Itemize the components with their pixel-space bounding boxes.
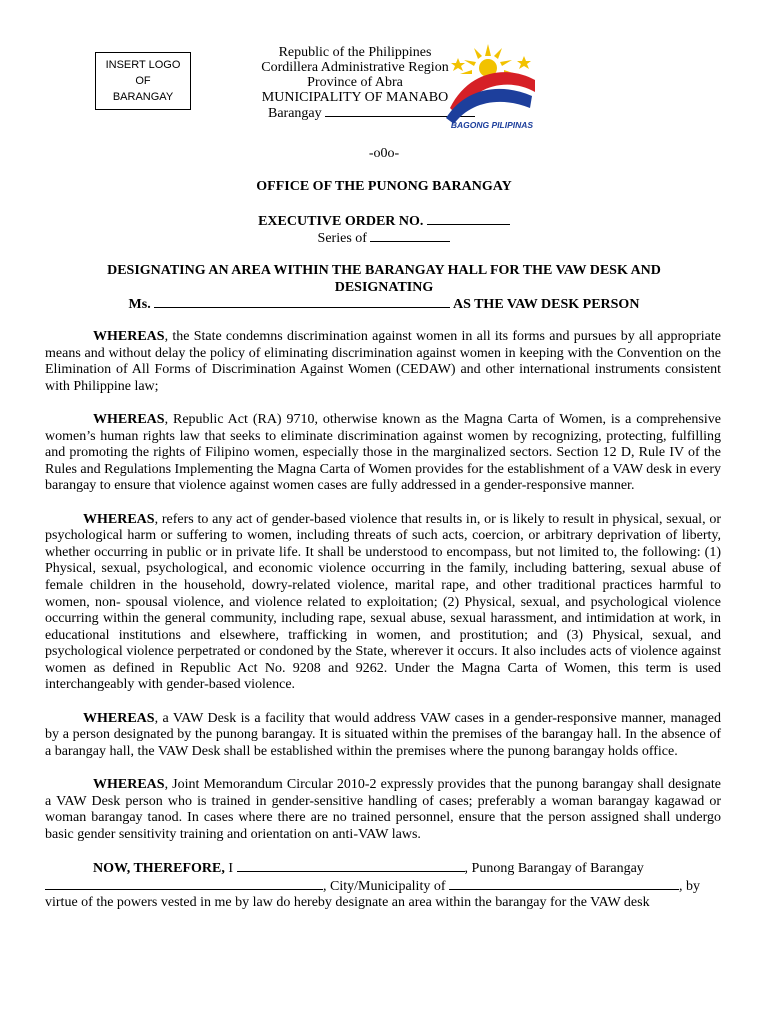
city-municipality-label: , City/Municipality of: [323, 878, 446, 894]
now-therefore-line-1: [45, 860, 721, 878]
now-therefore-lead: NOW, THEREFORE,: [93, 861, 225, 876]
whereas-lead: WHEREAS: [83, 710, 155, 726]
logo-placeholder-line: BARANGAY: [112, 91, 174, 103]
whereas-lead: WHEREAS: [93, 329, 165, 344]
vaw-desk-person-blank: [154, 296, 450, 308]
executive-order-line: [0, 213, 768, 230]
municipality-line: MUNICIPALITY OF MANABO: [261, 90, 449, 105]
whereas-lead: WHEREAS: [93, 777, 165, 793]
executive-order-label: EXECUTIVE ORDER NO.: [258, 214, 424, 229]
paragraph-text: , a VAW Desk is a facility that would address VAW cases in a gender-responsive manner, managed by a person designated by the punong barangay. It is situated within the premises of the barangay hall. In the absence of a barangay hall, the VAW Desk shall be established within the premises where the punong barangay holds office.: [45, 710, 721, 759]
logo-placeholder: [95, 52, 191, 110]
barangay-label: Barangay: [268, 106, 322, 121]
star-icon: [451, 58, 465, 71]
now-therefore-line-3: virtue of the powers vested in me by law do hereby designate an area within the barangay for the VAW desk: [45, 895, 650, 911]
whereas-paragraph-4: [45, 711, 721, 761]
order-title-line-1: DESIGNATING AN AREA WITHIN THE BARANGAY HALL FOR THE VAW DESK AND: [107, 263, 661, 278]
executive-order-number-blank: [427, 213, 510, 225]
star-icon: [517, 56, 531, 69]
order-title-line-2: DESIGNATING: [334, 280, 434, 295]
country-line: Republic of the Philippines: [278, 45, 432, 60]
series-blank: [370, 230, 450, 242]
punong-barangay-name-blank: [237, 860, 465, 872]
whereas-lead: WHEREAS: [93, 411, 165, 427]
whereas-lead: WHEREAS: [83, 511, 155, 527]
paragraph-text: , Republic Act (RA) 9710, otherwise known as the Magna Carta of Women, is a comprehensive women’s human rights law that seeks to eliminate discrimination against women by recognizing, protecting, fulfilling and promoting the rights of Filipino women, especially those in the marginalized sectors. Section 12 D, Rule IV of the Rules and Regulations Implementing the Magna Carta of Women provides for the establishment of a VAW desk in every barangay to ensure that violence against women cases are fully addressed in a gender-responsive manner.: [45, 411, 721, 494]
series-label: Series of: [317, 231, 367, 246]
barangay-name-blank: [45, 878, 323, 890]
document-body: [45, 329, 721, 912]
whereas-paragraph-3: [45, 512, 721, 695]
logo-placeholder-line: INSERT LOGO: [105, 59, 181, 71]
whereas-paragraph-5: [45, 777, 721, 843]
region-line: Cordillera Administrative Region: [261, 60, 449, 75]
emblem-caption: BAGONG PILIPINAS: [450, 120, 534, 130]
logo-placeholder-line: OF: [135, 75, 151, 87]
sun-icon: [460, 44, 516, 77]
bagong-pilipinas-emblem: [440, 38, 540, 132]
paragraph-text: , the State condemns discrimination against women in all its forms and pursues by all appropriate means and without delay the policy of eliminating discrimination against women in keeping with the Convention on the Elimination of All Forms of Discrimination Against Women (CEDAW) and other international instruments consistent with Philippine law;: [45, 329, 721, 394]
paragraph-text: , refers to any act of gender-based violence that results in, or is likely to result in physical, sexual, or psychological harm or suffering to women, including threats of such acts, coercion, or arbitrary deprivation of liberty, whether occurring in public or in private life. It shall be understood to encompass, but not limited to, the following: (1) Physical, sexual, psychological, and economic violence occurring in the family, including battering, sexual abuse of female children in the household, dowry-related violence, marital rape, and other traditional practices harmful to women, non- spousal violence, and violence related to exploitation; (2) Physical, sexual, and psychological violence occurring within the general community, including rape, sexual abuse, sexual harassment, and intimidation at work, in educational institutions and elsewhere, trafficking in women, and prostitution; and (3) Physical, sexual, and psychological violence perpetrated or condoned by the State, wherever it occurs. It also includes acts of violence against women as defined in Republic Act No. 9208 and 9262. Under the Magna Carta of Women, this term is used interchangeably with gender-based violence.: [45, 511, 721, 693]
separator: -o0o-: [368, 146, 400, 161]
city-municipality-blank: [449, 878, 679, 890]
whereas-paragraph-2: [45, 412, 721, 495]
now-therefore-paragraph: [45, 860, 721, 912]
paragraph-text: , Joint Memorandum Circular 2010-2 expressly provides that the punong barangay shall designate a VAW Desk person who is trained in gender-sensitive handling of cases; preferably a woman barangay kagawad or woman barangay tanod. In cases where there are no trained personnel, ensure that the person assigned shall undergo basic gender sensitivity training and orientation on anti-VAW laws.: [45, 777, 721, 842]
pronoun: I: [228, 861, 234, 876]
province-line: Province of Abra: [307, 75, 403, 90]
now-therefore-line-2: [45, 878, 721, 896]
punong-barangay-label: , Punong Barangay of Barangay: [464, 861, 644, 876]
order-title-line-3: [0, 296, 768, 313]
series-line: [0, 230, 768, 247]
office-title: OFFICE OF THE PUNONG BARANGAY: [256, 179, 512, 194]
whereas-paragraph-1: [45, 329, 721, 395]
ms-label: Ms.: [128, 297, 151, 312]
by-label: , by: [679, 878, 700, 894]
vaw-desk-person-suffix: AS THE VAW DESK PERSON: [452, 297, 640, 312]
